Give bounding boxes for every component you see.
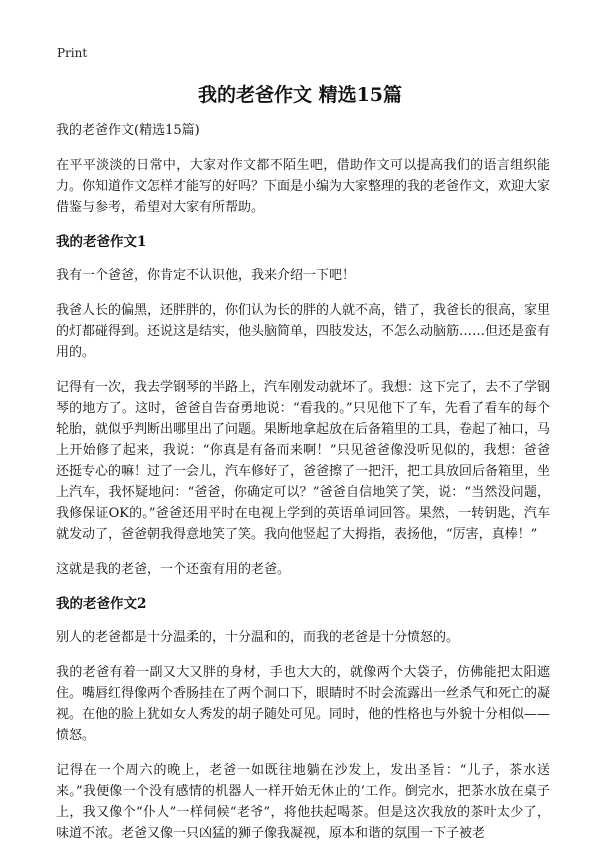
article-subtitle: 我的老爸作文(精选15篇) bbox=[56, 123, 200, 138]
paragraph: 我有一个爸爸，你肯定不认识他，我来介绍一下吧！ bbox=[56, 268, 356, 283]
page-title: 我的老爸作文 精选15篇 bbox=[197, 84, 403, 106]
article-body bbox=[56, 120, 550, 858]
section-heading: 我的老爸作文2 bbox=[56, 596, 147, 612]
paragraph: 我爸人长的偏黑，还胖胖的，你们认为长的胖的人就不高，错了，我爸长的很高，家里的灯都碰得到。还说这是结实，他头脑简单，四肢发达，不怎么动脑筋……但还是蛮有用的。 bbox=[56, 303, 551, 360]
intro-paragraph: 在平平淡淡的日常中，大家对作文都不陌生吧，借助作文可以提高我们的语言组织能力。你知道作文怎样才能写的好吗？下面是小编为大家整理的我的老爸作文，欢迎大家借鉴与参考，希望对大家有所帮助。 bbox=[56, 158, 551, 215]
paragraph: 这就是我的老爸，一个还蛮有用的老爸。 bbox=[56, 562, 291, 577]
print-link[interactable]: Print bbox=[57, 46, 88, 60]
paragraph: 记得在一个周六的晚上，老爸一如既往地躺在沙发上，发出圣旨：“儿子，茶水送来。”我便像一个没有感情的机器人一样开始无休止的‘工作。倒完水，把茶水放在桌子上，我又像个“仆人”一样伺候“老爷”，将他扶起喝茶。但是这次我放的茶叶太少了，味道不浓。老爸又像一只凶猛的狮子像我凝视，原本和谐的氛围一下子被老 bbox=[56, 763, 550, 841]
paragraph: 我的老爸有着一副又大又胖的身材，手也大大的，就像两个大袋子，仿佛能把太阳遮住。嘴唇红得像两个香肠挂在了两个洞口下，眼睛时不时会流露出一丝杀气和死亡的凝视。在他的脸上犹如女人秀发的胡子随处可见。同时，他的性格也与外貌十分相似——愤怒。 bbox=[56, 665, 551, 743]
paragraph: 记得有一次，我去学钢琴的半路上，汽车刚发动就坏了。我想：这下完了，去不了学钢琴的地方了。这时，爸爸自告奋勇地说：“看我的。”只见他下了车，先看了看车的每个轮胎，就似乎判断出哪里出了问题。果断地拿起放在后备箱里的工具，卷起了袖口，马上开始修了起来，我说：“你真是有备而来啊！”只见爸爸像没听见似的，我想：爸爸还挺专心的嘛！过了一会儿，汽车修好了，爸爸擦了一把汗，把工具放回后备箱里，坐上汽车，我怀疑地问：“爸爸，你确定可以？”爸爸自信地笑了笑，说：“当然没问题，我修保证OK的。”爸爸还用平时在电视上学到的英语单词回答。果然，一转钥匙，汽车就发动了，爸爸朝我得意地笑了笑。我向他竖起了大拇指，表扬他，“厉害，真棒！” bbox=[56, 380, 551, 542]
section-heading: 我的老爸作文1 bbox=[56, 234, 147, 250]
paragraph: 别人的老爸都是十分温柔的，十分温和的，而我的老爸是十分愤怒的。 bbox=[56, 630, 460, 645]
